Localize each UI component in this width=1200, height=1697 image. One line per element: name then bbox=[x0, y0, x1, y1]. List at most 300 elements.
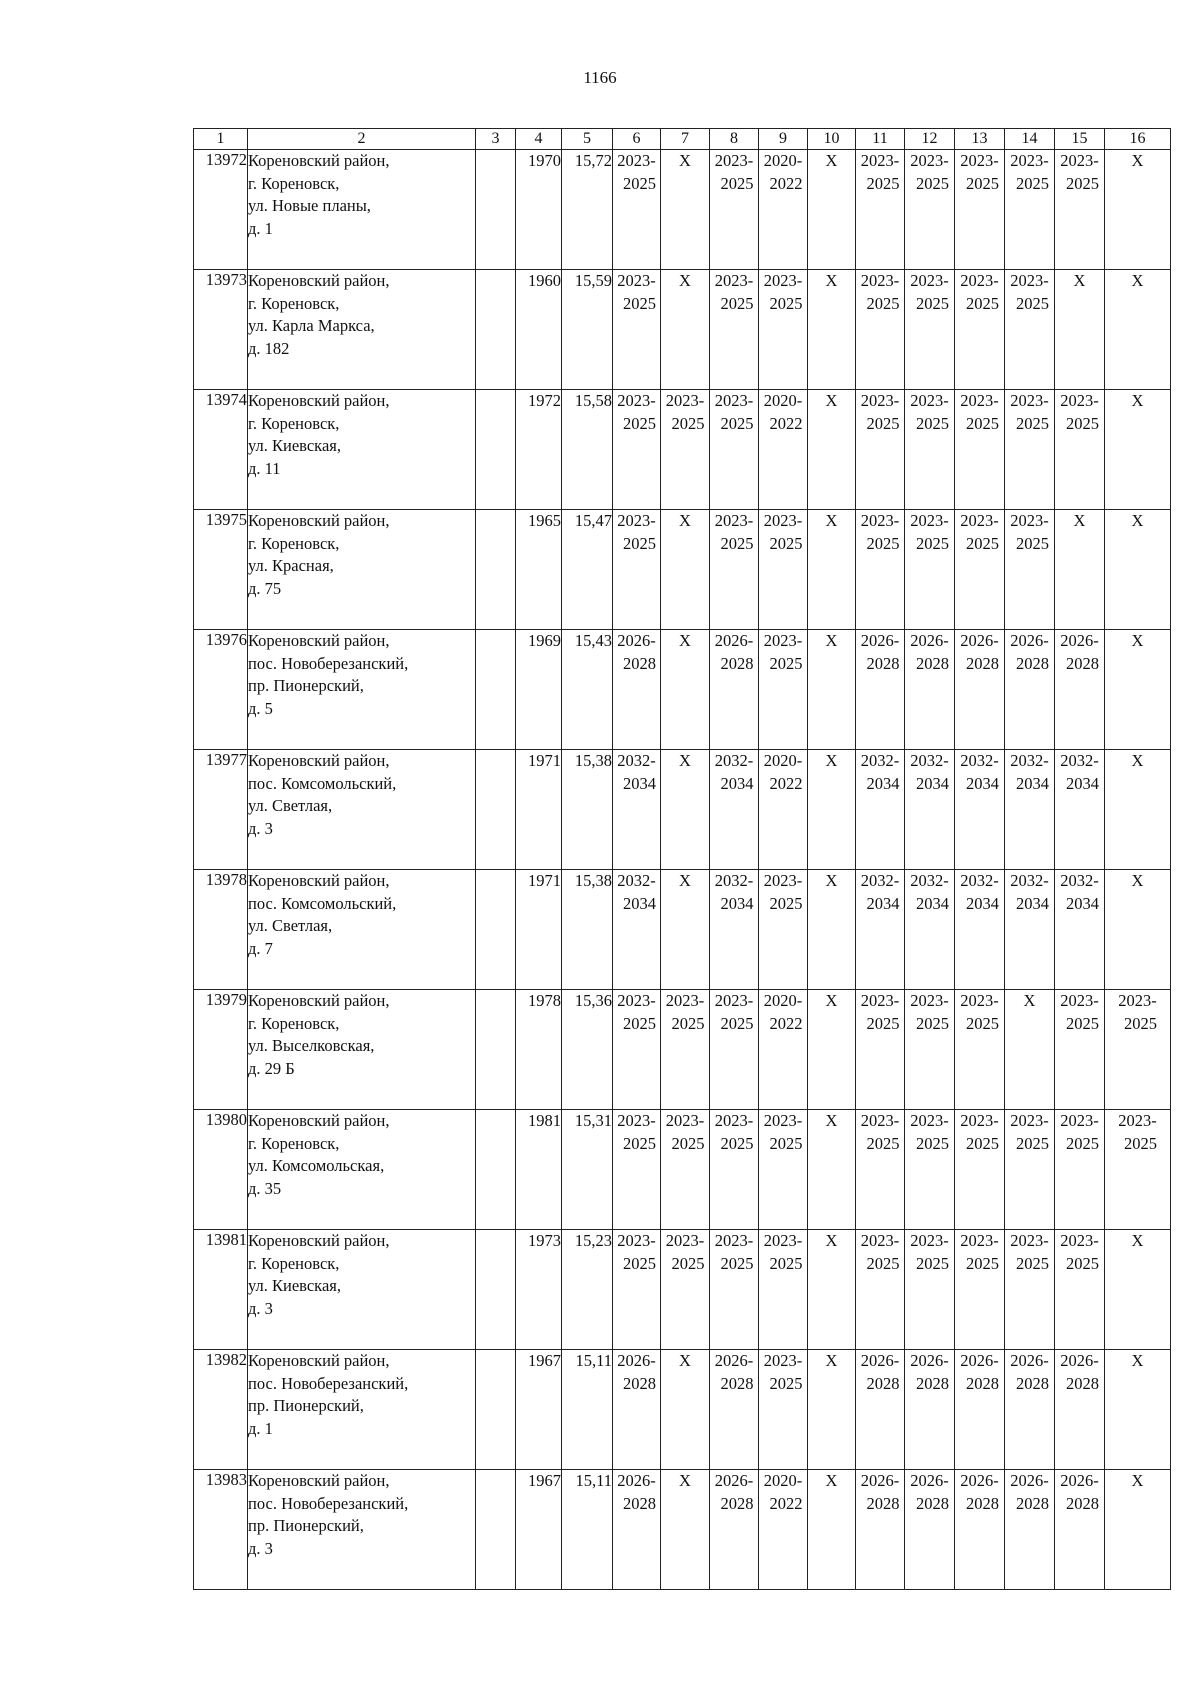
period-cell-col-7 bbox=[661, 1110, 710, 1230]
period-text: 2025 bbox=[769, 893, 803, 913]
period-text: 2025 bbox=[916, 1133, 949, 1153]
period-cell-col-12 bbox=[905, 1110, 955, 1230]
period-text: 2025 bbox=[720, 1253, 754, 1273]
period-cell-col-8 bbox=[710, 1230, 759, 1350]
period-text: 2023- bbox=[960, 1111, 999, 1130]
period-cell-col-13 bbox=[955, 630, 1005, 750]
column-header-6: 6 bbox=[613, 129, 661, 150]
period-text: 2026- bbox=[860, 1351, 900, 1370]
address-cell bbox=[248, 750, 476, 870]
period-cell-col-6 bbox=[613, 990, 661, 1110]
address-line: Кореновский район, bbox=[248, 1111, 390, 1130]
period-cell-col-10 bbox=[808, 1230, 856, 1350]
not-applicable-mark: Х bbox=[1131, 871, 1144, 890]
address-line: ул. Киевская, bbox=[248, 436, 341, 455]
period-text: 2025 bbox=[720, 1133, 754, 1153]
period-text: 2034 bbox=[1066, 893, 1099, 913]
not-applicable-mark: Х bbox=[1131, 1471, 1144, 1490]
period-text: 2023- bbox=[860, 511, 900, 530]
period-text: 2023- bbox=[617, 511, 656, 530]
not-applicable-mark: Х bbox=[679, 151, 691, 170]
address-line: д. 35 bbox=[248, 1178, 282, 1198]
period-text: 2023- bbox=[665, 1231, 705, 1250]
period-text: 2023- bbox=[960, 271, 999, 290]
period-cell-col-16 bbox=[1105, 1470, 1171, 1590]
value-cell: 15,31 bbox=[562, 1110, 613, 1230]
value-cell: 15,36 bbox=[562, 990, 613, 1110]
year-cell: 1971 bbox=[516, 750, 562, 870]
table-body bbox=[194, 150, 1171, 1590]
schedule-table bbox=[193, 128, 1171, 1590]
period-cell-col-8 bbox=[710, 630, 759, 750]
column-header-9: 9 bbox=[759, 129, 808, 150]
period-text: 2026- bbox=[1060, 1351, 1099, 1370]
period-text: 2023- bbox=[763, 511, 803, 530]
period-text: 2023- bbox=[763, 631, 803, 650]
row-number: 13978 bbox=[194, 870, 248, 990]
period-text: 2025 bbox=[720, 1013, 754, 1033]
column-3-cell bbox=[476, 1230, 516, 1350]
period-text: 2022 bbox=[769, 413, 803, 433]
period-text: 2026- bbox=[910, 631, 949, 650]
period-text: 2023- bbox=[665, 991, 705, 1010]
period-text: 2023- bbox=[1060, 1111, 1099, 1130]
period-cell-col-6 bbox=[613, 750, 661, 870]
year-cell: 1972 bbox=[516, 390, 562, 510]
period-cell-col-15 bbox=[1055, 1230, 1105, 1350]
period-cell-col-8 bbox=[710, 1350, 759, 1470]
period-text: 2025 bbox=[866, 1253, 900, 1273]
period-text: 2028 bbox=[916, 653, 949, 673]
period-text: 2034 bbox=[720, 773, 754, 793]
period-cell-col-14 bbox=[1005, 750, 1055, 870]
period-cell-col-11 bbox=[856, 150, 905, 270]
not-applicable-mark: Х bbox=[679, 271, 691, 290]
period-text: 2025 bbox=[1016, 173, 1049, 193]
period-text: 2023- bbox=[910, 391, 949, 410]
not-applicable-mark: Х bbox=[825, 1111, 838, 1130]
year-cell: 1970 bbox=[516, 150, 562, 270]
column-3-cell bbox=[476, 1470, 516, 1590]
period-text: 2034 bbox=[623, 773, 656, 793]
period-cell-col-14 bbox=[1005, 270, 1055, 390]
year-cell: 1971 bbox=[516, 870, 562, 990]
period-text: 2023- bbox=[617, 1111, 656, 1130]
period-text: 2025 bbox=[1066, 413, 1099, 433]
address-cell bbox=[248, 1350, 476, 1470]
value-cell: 15,47 bbox=[562, 510, 613, 630]
period-text: 2023- bbox=[910, 991, 949, 1010]
address-line: ул. Новые планы, bbox=[248, 196, 371, 215]
period-cell-col-13 bbox=[955, 390, 1005, 510]
period-cell-col-13 bbox=[955, 150, 1005, 270]
period-cell-col-16 bbox=[1105, 990, 1171, 1110]
period-text: 2025 bbox=[769, 533, 803, 553]
period-cell-col-15 bbox=[1055, 990, 1105, 1110]
value-cell: 15,72 bbox=[562, 150, 613, 270]
not-applicable-mark: Х bbox=[825, 1351, 838, 1370]
period-text: 2028 bbox=[1066, 653, 1099, 673]
period-text: 2028 bbox=[1066, 1373, 1099, 1393]
period-text: 2025 bbox=[671, 1013, 705, 1033]
period-cell-col-12 bbox=[905, 390, 955, 510]
period-text: 2028 bbox=[916, 1373, 949, 1393]
period-cell-col-10 bbox=[808, 510, 856, 630]
period-text: 2028 bbox=[866, 1373, 900, 1393]
year-cell: 1978 bbox=[516, 990, 562, 1110]
year-cell: 1981 bbox=[516, 1110, 562, 1230]
period-cell-col-9 bbox=[759, 1110, 808, 1230]
address-line: пос. Новоберезанский, bbox=[248, 1493, 409, 1513]
period-cell-col-8 bbox=[710, 510, 759, 630]
period-text: 2026- bbox=[617, 631, 656, 650]
period-text: 2026- bbox=[1010, 631, 1049, 650]
address-line: д. 1 bbox=[248, 1418, 273, 1438]
period-text: 2032- bbox=[910, 871, 949, 890]
period-text: 2020- bbox=[763, 751, 803, 770]
period-text: 2020- bbox=[763, 391, 803, 410]
period-text: 2032- bbox=[617, 871, 656, 890]
column-header-3: 3 bbox=[476, 129, 516, 150]
period-cell-col-16 bbox=[1105, 630, 1171, 750]
column-3-cell bbox=[476, 1350, 516, 1470]
period-cell-col-11 bbox=[856, 1110, 905, 1230]
period-text: 2025 bbox=[623, 413, 656, 433]
period-text: 2034 bbox=[1066, 773, 1099, 793]
period-text: 2025 bbox=[916, 533, 949, 553]
period-cell-col-7 bbox=[661, 1230, 710, 1350]
period-text: 2023- bbox=[960, 1231, 999, 1250]
table-row bbox=[194, 750, 1171, 870]
period-cell-col-6 bbox=[613, 150, 661, 270]
period-text: 2025 bbox=[966, 533, 999, 553]
period-text: 2026- bbox=[860, 631, 900, 650]
period-cell-col-9 bbox=[759, 390, 808, 510]
period-cell-col-11 bbox=[856, 990, 905, 1110]
period-cell-col-6 bbox=[613, 870, 661, 990]
period-text: 2025 bbox=[720, 413, 754, 433]
period-cell-col-10 bbox=[808, 150, 856, 270]
period-text: 2026- bbox=[860, 1471, 900, 1490]
column-3-cell bbox=[476, 990, 516, 1110]
table-row bbox=[194, 150, 1171, 270]
period-cell-col-7 bbox=[661, 150, 710, 270]
address-line: г. Кореновск, bbox=[248, 533, 340, 553]
period-cell-col-14 bbox=[1005, 1350, 1055, 1470]
year-cell: 1967 bbox=[516, 1470, 562, 1590]
period-cell-col-7 bbox=[661, 630, 710, 750]
not-applicable-mark: Х bbox=[1131, 751, 1144, 770]
row-number: 13982 bbox=[194, 1350, 248, 1470]
period-text: 2025 bbox=[769, 1133, 803, 1153]
period-cell-col-6 bbox=[613, 1230, 661, 1350]
period-text: 2026- bbox=[1010, 1351, 1049, 1370]
period-text: 2028 bbox=[1016, 1373, 1049, 1393]
address-line: пр. Пионерский, bbox=[248, 1516, 364, 1535]
address-line: Кореновский район, bbox=[248, 151, 390, 170]
table-row bbox=[194, 630, 1171, 750]
period-text: 2025 bbox=[1016, 1253, 1049, 1273]
address-cell bbox=[248, 1470, 476, 1590]
column-header-11: 11 bbox=[856, 129, 905, 150]
period-text: 2025 bbox=[769, 1373, 803, 1393]
period-cell-col-6 bbox=[613, 1470, 661, 1590]
period-text: 2025 bbox=[1016, 1133, 1049, 1153]
column-header-16: 16 bbox=[1105, 129, 1171, 150]
period-text: 2032- bbox=[1060, 751, 1099, 770]
period-cell-col-6 bbox=[613, 270, 661, 390]
period-cell-col-13 bbox=[955, 1230, 1005, 1350]
period-cell-col-15 bbox=[1055, 630, 1105, 750]
period-cell-col-9 bbox=[759, 990, 808, 1110]
period-cell-col-12 bbox=[905, 150, 955, 270]
period-text: 2025 bbox=[866, 413, 900, 433]
period-text: 2025 bbox=[1016, 413, 1049, 433]
period-cell-col-7 bbox=[661, 1350, 710, 1470]
period-cell-col-10 bbox=[808, 1110, 856, 1230]
period-text: 2025 bbox=[623, 173, 656, 193]
period-text: 2026- bbox=[1060, 1471, 1099, 1490]
column-3-cell bbox=[476, 270, 516, 390]
period-text: 2023- bbox=[960, 151, 999, 170]
period-text: 2025 bbox=[866, 173, 900, 193]
period-text: 2025 bbox=[866, 533, 900, 553]
period-cell-col-13 bbox=[955, 1350, 1005, 1470]
period-cell-col-9 bbox=[759, 510, 808, 630]
period-text: 2023- bbox=[1060, 1231, 1099, 1250]
period-text: 2028 bbox=[623, 1493, 656, 1513]
not-applicable-mark: Х bbox=[679, 1471, 691, 1490]
period-text: 2028 bbox=[1066, 1493, 1099, 1513]
period-cell-col-14 bbox=[1005, 1470, 1055, 1590]
address-line: пос. Комсомольский, bbox=[248, 893, 397, 913]
not-applicable-mark: Х bbox=[1131, 271, 1144, 290]
address-cell bbox=[248, 1230, 476, 1350]
period-cell-col-11 bbox=[856, 390, 905, 510]
period-text: 2023- bbox=[617, 391, 656, 410]
year-cell: 1969 bbox=[516, 630, 562, 750]
not-applicable-mark: Х bbox=[825, 751, 838, 770]
period-text: 2025 bbox=[866, 1133, 900, 1153]
period-cell-col-8 bbox=[710, 270, 759, 390]
value-cell: 15,38 bbox=[562, 870, 613, 990]
not-applicable-mark: Х bbox=[679, 1351, 691, 1370]
period-cell-col-9 bbox=[759, 870, 808, 990]
period-text: 2023- bbox=[714, 271, 754, 290]
period-cell-col-12 bbox=[905, 750, 955, 870]
address-line: ул. Выселковская, bbox=[248, 1036, 375, 1055]
period-cell-col-10 bbox=[808, 390, 856, 510]
address-line: д. 29 Б bbox=[248, 1058, 295, 1078]
period-text: 2026- bbox=[1010, 1471, 1049, 1490]
period-text: 2023- bbox=[714, 1111, 754, 1130]
period-text: 2026- bbox=[1060, 631, 1099, 650]
column-header-5: 5 bbox=[562, 129, 613, 150]
period-text: 2034 bbox=[623, 893, 656, 913]
value-cell: 15,11 bbox=[562, 1470, 613, 1590]
period-text: 2025 bbox=[966, 1013, 999, 1033]
period-text: 2032- bbox=[960, 751, 999, 770]
table-row bbox=[194, 270, 1171, 390]
period-text: 2028 bbox=[916, 1493, 949, 1513]
period-text: 2023- bbox=[910, 1111, 949, 1130]
period-cell-col-12 bbox=[905, 1470, 955, 1590]
period-cell-col-8 bbox=[710, 1110, 759, 1230]
period-cell-col-12 bbox=[905, 630, 955, 750]
table-row bbox=[194, 1350, 1171, 1470]
period-cell-col-14 bbox=[1005, 630, 1055, 750]
period-text: 2026- bbox=[714, 631, 754, 650]
period-cell-col-12 bbox=[905, 870, 955, 990]
period-cell-col-16 bbox=[1105, 270, 1171, 390]
period-text: 2025 bbox=[720, 173, 754, 193]
period-cell-col-8 bbox=[710, 990, 759, 1110]
period-cell-col-11 bbox=[856, 750, 905, 870]
address-line: пос. Новоберезанский, bbox=[248, 1373, 409, 1393]
period-cell-col-9 bbox=[759, 1350, 808, 1470]
period-text: 2034 bbox=[1016, 773, 1049, 793]
period-text: 2028 bbox=[866, 653, 900, 673]
table-row bbox=[194, 1470, 1171, 1590]
period-cell-col-6 bbox=[613, 510, 661, 630]
period-text: 2022 bbox=[769, 1493, 803, 1513]
period-text: 2022 bbox=[769, 1013, 803, 1033]
period-text: 2025 bbox=[720, 293, 754, 313]
address-line: г. Кореновск, bbox=[248, 413, 340, 433]
period-cell-col-16 bbox=[1105, 1350, 1171, 1470]
period-text: 2032- bbox=[714, 871, 754, 890]
address-line: пос. Новоберезанский, bbox=[248, 653, 409, 673]
period-text: 2025 bbox=[1124, 1133, 1157, 1153]
period-text: 2034 bbox=[966, 773, 999, 793]
period-text: 2032- bbox=[910, 751, 949, 770]
column-header-1: 1 bbox=[194, 129, 248, 150]
period-text: 2023- bbox=[665, 391, 705, 410]
period-text: 2032- bbox=[860, 751, 900, 770]
year-cell: 1965 bbox=[516, 510, 562, 630]
period-text: 2023- bbox=[1060, 991, 1099, 1010]
period-text: 2023- bbox=[860, 1231, 900, 1250]
column-header-4: 4 bbox=[516, 129, 562, 150]
period-text: 2032- bbox=[860, 871, 900, 890]
period-text: 2025 bbox=[1066, 173, 1099, 193]
period-cell-col-14 bbox=[1005, 870, 1055, 990]
row-number: 13974 bbox=[194, 390, 248, 510]
page-number: 1166 bbox=[583, 68, 617, 87]
period-text: 2025 bbox=[966, 413, 999, 433]
address-line: г. Кореновск, bbox=[248, 1133, 340, 1153]
period-text: 2022 bbox=[769, 773, 803, 793]
period-text: 2034 bbox=[1016, 893, 1049, 913]
column-header-8: 8 bbox=[710, 129, 759, 150]
period-text: 2023- bbox=[1010, 151, 1049, 170]
period-text: 2023- bbox=[1010, 1111, 1049, 1130]
table-row bbox=[194, 990, 1171, 1110]
period-cell-col-8 bbox=[710, 150, 759, 270]
period-cell-col-7 bbox=[661, 390, 710, 510]
period-cell-col-15 bbox=[1055, 750, 1105, 870]
period-text: 2025 bbox=[769, 293, 803, 313]
period-cell-col-11 bbox=[856, 270, 905, 390]
period-text: 2023- bbox=[1060, 391, 1099, 410]
column-3-cell bbox=[476, 1110, 516, 1230]
period-cell-col-15 bbox=[1055, 390, 1105, 510]
not-applicable-mark: Х bbox=[1131, 511, 1144, 530]
period-cell-col-14 bbox=[1005, 1110, 1055, 1230]
value-cell: 15,59 bbox=[562, 270, 613, 390]
period-text: 2032- bbox=[1010, 751, 1049, 770]
year-cell: 1967 bbox=[516, 1350, 562, 1470]
address-line: г. Кореновск, bbox=[248, 1013, 340, 1033]
column-3-cell bbox=[476, 390, 516, 510]
period-cell-col-15 bbox=[1055, 870, 1105, 990]
period-text: 2026- bbox=[960, 631, 999, 650]
period-cell-col-9 bbox=[759, 270, 808, 390]
period-cell-col-13 bbox=[955, 990, 1005, 1110]
row-number: 13980 bbox=[194, 1110, 248, 1230]
column-header-12: 12 bbox=[905, 129, 955, 150]
period-cell-col-13 bbox=[955, 750, 1005, 870]
value-cell: 15,43 bbox=[562, 630, 613, 750]
period-cell-col-7 bbox=[661, 510, 710, 630]
period-cell-col-10 bbox=[808, 630, 856, 750]
period-cell-col-8 bbox=[710, 390, 759, 510]
period-text: 2026- bbox=[960, 1471, 999, 1490]
period-text: 2023- bbox=[617, 151, 656, 170]
period-text: 2023- bbox=[860, 271, 900, 290]
table-row bbox=[194, 510, 1171, 630]
period-text: 2025 bbox=[966, 293, 999, 313]
period-cell-col-15 bbox=[1055, 1470, 1105, 1590]
address-line: ул. Красная, bbox=[248, 556, 334, 575]
period-text: 2026- bbox=[960, 1351, 999, 1370]
period-text: 2025 bbox=[916, 173, 949, 193]
period-text: 2023- bbox=[960, 391, 999, 410]
period-text: 2028 bbox=[1016, 653, 1049, 673]
period-cell-col-16 bbox=[1105, 870, 1171, 990]
period-text: 2028 bbox=[966, 653, 999, 673]
period-text: 2023- bbox=[714, 991, 754, 1010]
address-line: д. 182 bbox=[248, 338, 290, 358]
period-cell-col-10 bbox=[808, 1350, 856, 1470]
column-3-cell bbox=[476, 630, 516, 750]
not-applicable-mark: Х bbox=[679, 871, 691, 890]
period-cell-col-16 bbox=[1105, 750, 1171, 870]
column-3-cell bbox=[476, 150, 516, 270]
period-cell-col-16 bbox=[1105, 510, 1171, 630]
address-cell bbox=[248, 1110, 476, 1230]
period-text: 2023- bbox=[910, 511, 949, 530]
year-cell: 1960 bbox=[516, 270, 562, 390]
period-text: 2023- bbox=[910, 1231, 949, 1250]
period-text: 2025 bbox=[623, 293, 656, 313]
address-line: д. 1 bbox=[248, 218, 273, 238]
period-cell-col-6 bbox=[613, 630, 661, 750]
header-row bbox=[194, 129, 1171, 150]
address-line: ул. Светлая, bbox=[248, 916, 333, 935]
period-cell-col-11 bbox=[856, 1470, 905, 1590]
period-text: 2025 bbox=[1016, 293, 1049, 313]
period-text: 2023- bbox=[714, 391, 754, 410]
row-number: 13973 bbox=[194, 270, 248, 390]
not-applicable-mark: Х bbox=[825, 271, 838, 290]
period-cell-col-9 bbox=[759, 630, 808, 750]
address-line: ул. Комсомольская, bbox=[248, 1156, 385, 1175]
period-text: 2025 bbox=[671, 1253, 705, 1273]
column-header-10: 10 bbox=[808, 129, 856, 150]
period-cell-col-15 bbox=[1055, 1350, 1105, 1470]
not-applicable-mark: Х bbox=[679, 631, 691, 650]
